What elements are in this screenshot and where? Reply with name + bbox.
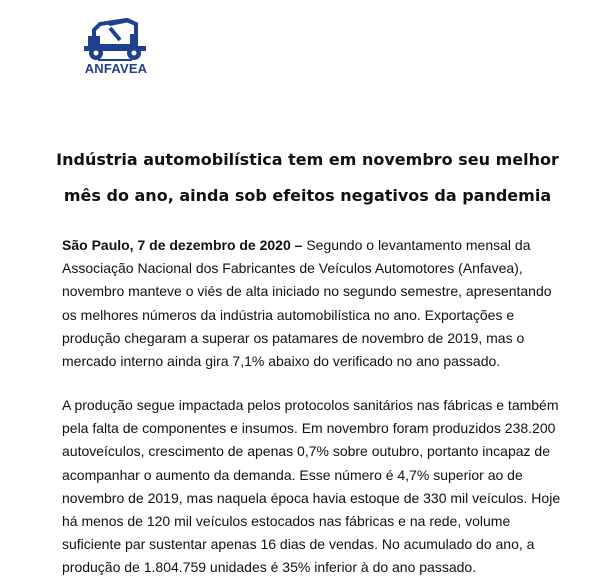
paragraph-1-body: Segundo o levantamento mensal da Associação Nacional dos Fabricantes de Veículos Automotores (Anfavea), novembro manteve o viés de alta iniciado no segundo semestre, apresentando os melhores números da indústria automobilística no ano. Exportações e produção chegaram a superar os patamares de novembro de 2019, mas o mercado interno ainda gira 7,1% abaixo do verificado no ano passado. bbox=[62, 237, 552, 370]
paragraph-1 bbox=[62, 234, 562, 373]
paragraph-2: A produção segue impactada pelos protocolos sanitários nas fábricas e também pela falta de componentes e insumos. Em novembro foram produzidos 238.200 autoveículos, crescimento de apenas 0,7% sobre outubro, portanto incapaz de acompanhar o aumento da demanda. Esse número é 4,7% superior ao de novembro de 2019, mas naquela época havia estoque de 330 mil veículos. Hoje há menos de 120 mil veículos estocados nas fábricas e na rede, volume suficiente par sustentar apenas 16 dias de vendas. No acumulado do ano, a produção de 1.804.759 unidades é 35% inferior à do ano passado. bbox=[62, 397, 561, 576]
anfavea-logo bbox=[76, 16, 156, 78]
car-logo-icon bbox=[76, 16, 156, 62]
headline: Indústria automobilística tem em novembro seu melhor mês do ano, ainda sob efeitos negativos da pandemia bbox=[56, 150, 559, 205]
logo-wordmark: ANFAVEA bbox=[84, 61, 148, 76]
dateline: São Paulo, 7 de dezembro de 2020 – bbox=[62, 237, 303, 253]
